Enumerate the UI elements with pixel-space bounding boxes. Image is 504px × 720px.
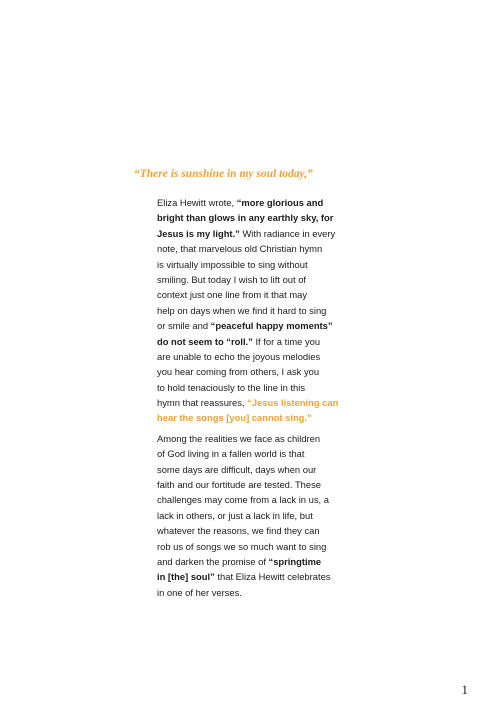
text-line: bright than glows in any earthly sky, for: [157, 212, 334, 224]
body-text: [157, 195, 357, 600]
text-line: are unable to echo the joyous melodies: [157, 350, 321, 362]
text-line: faith and our fortitude are tested. These: [157, 479, 321, 491]
text-line: to hold tenaciously to the line in this: [157, 381, 306, 393]
bold-quote: Jesus is my light.”: [157, 227, 240, 239]
text-run: With radiance in every: [239, 227, 336, 239]
bold-quote: do not seem to “roll.”: [157, 335, 253, 347]
text-line: context just one line from it that may: [157, 289, 308, 301]
text-line: note, that marvelous old Christian hymn: [157, 243, 323, 255]
text-line: challenges may come from a lack in us, a: [157, 494, 329, 506]
text-line: [157, 554, 357, 569]
page-number: 1: [461, 682, 468, 697]
text-run: If for a time you: [252, 335, 321, 347]
text-run: Eliza Hewitt wrote,: [157, 197, 237, 208]
text-line: Among the realities we face as children: [157, 432, 321, 444]
highlighted-quote: hear the songs [you] cannot sing.”: [157, 412, 312, 424]
text-line: [157, 395, 357, 410]
text-line: [157, 226, 357, 241]
text-run: that Eliza Hewitt celebrates: [214, 571, 331, 583]
bold-quote: “springtime: [268, 555, 322, 567]
text-run: and darken the promise of: [157, 555, 269, 567]
text-run: or smile and: [157, 320, 211, 332]
bold-quote: in [the] soul”: [157, 571, 215, 583]
text-line: help on days when we find it hard to sing: [157, 304, 327, 316]
text-line: whatever the reasons, we find they can: [157, 525, 320, 537]
epigraph-quote: “There is sunshine in my soul today,”: [134, 168, 313, 180]
highlighted-quote: “Jesus listening can: [247, 397, 339, 409]
text-line: is virtually impossible to sing without: [157, 258, 308, 270]
text-run: hymn that reassures,: [157, 397, 248, 409]
text-line: [157, 195, 357, 210]
bold-quote: “peaceful happy moments”: [210, 320, 333, 332]
text-line: you hear coming from others, I ask you: [157, 366, 320, 378]
text-line: smiling. But today I wish to lift out of: [157, 273, 307, 285]
paragraph-2: [157, 431, 357, 600]
text-line: [157, 318, 357, 333]
text-line: [157, 334, 357, 349]
text-line: of God living in a fallen world is that: [157, 448, 305, 460]
paragraph-1: [157, 195, 357, 426]
text-line: some days are difficult, days when our: [157, 463, 317, 475]
text-line: lack in others, or just a lack in life, but: [157, 509, 313, 521]
bold-quote: “more glorious and: [236, 197, 324, 208]
text-line: [157, 569, 357, 584]
text-line: in one of her verses.: [157, 586, 242, 598]
text-line: rob us of songs we so much want to sing: [157, 540, 327, 552]
